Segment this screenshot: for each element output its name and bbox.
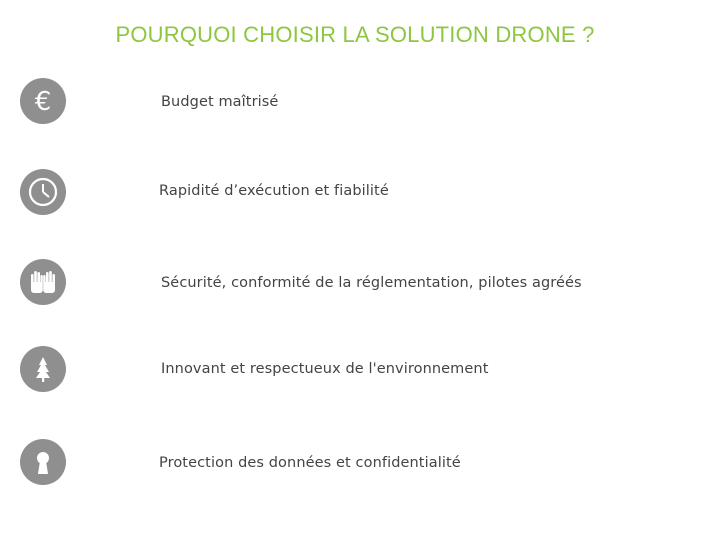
tree-icon: [20, 346, 66, 392]
item-label-budget: Budget maîtrisé: [161, 94, 279, 110]
svg-text:€: €: [34, 87, 52, 117]
hands-icon: [20, 259, 66, 305]
item-label-protection: Protection des données et confidentialité: [159, 455, 461, 471]
item-label-rapidite: Rapidité d’exécution et fiabilité: [159, 183, 389, 199]
euro-icon: [20, 78, 66, 124]
keyhole-icon: [20, 439, 66, 485]
item-label-securite: Sécurité, conformité de la réglementation, pilotes agréés: [161, 275, 582, 291]
clock-icon: [20, 169, 66, 215]
item-label-innovant: Innovant et respectueux de l'environnement: [161, 361, 489, 377]
page-title: POURQUOI CHOISIR LA SOLUTION DRONE ?: [115, 22, 595, 47]
